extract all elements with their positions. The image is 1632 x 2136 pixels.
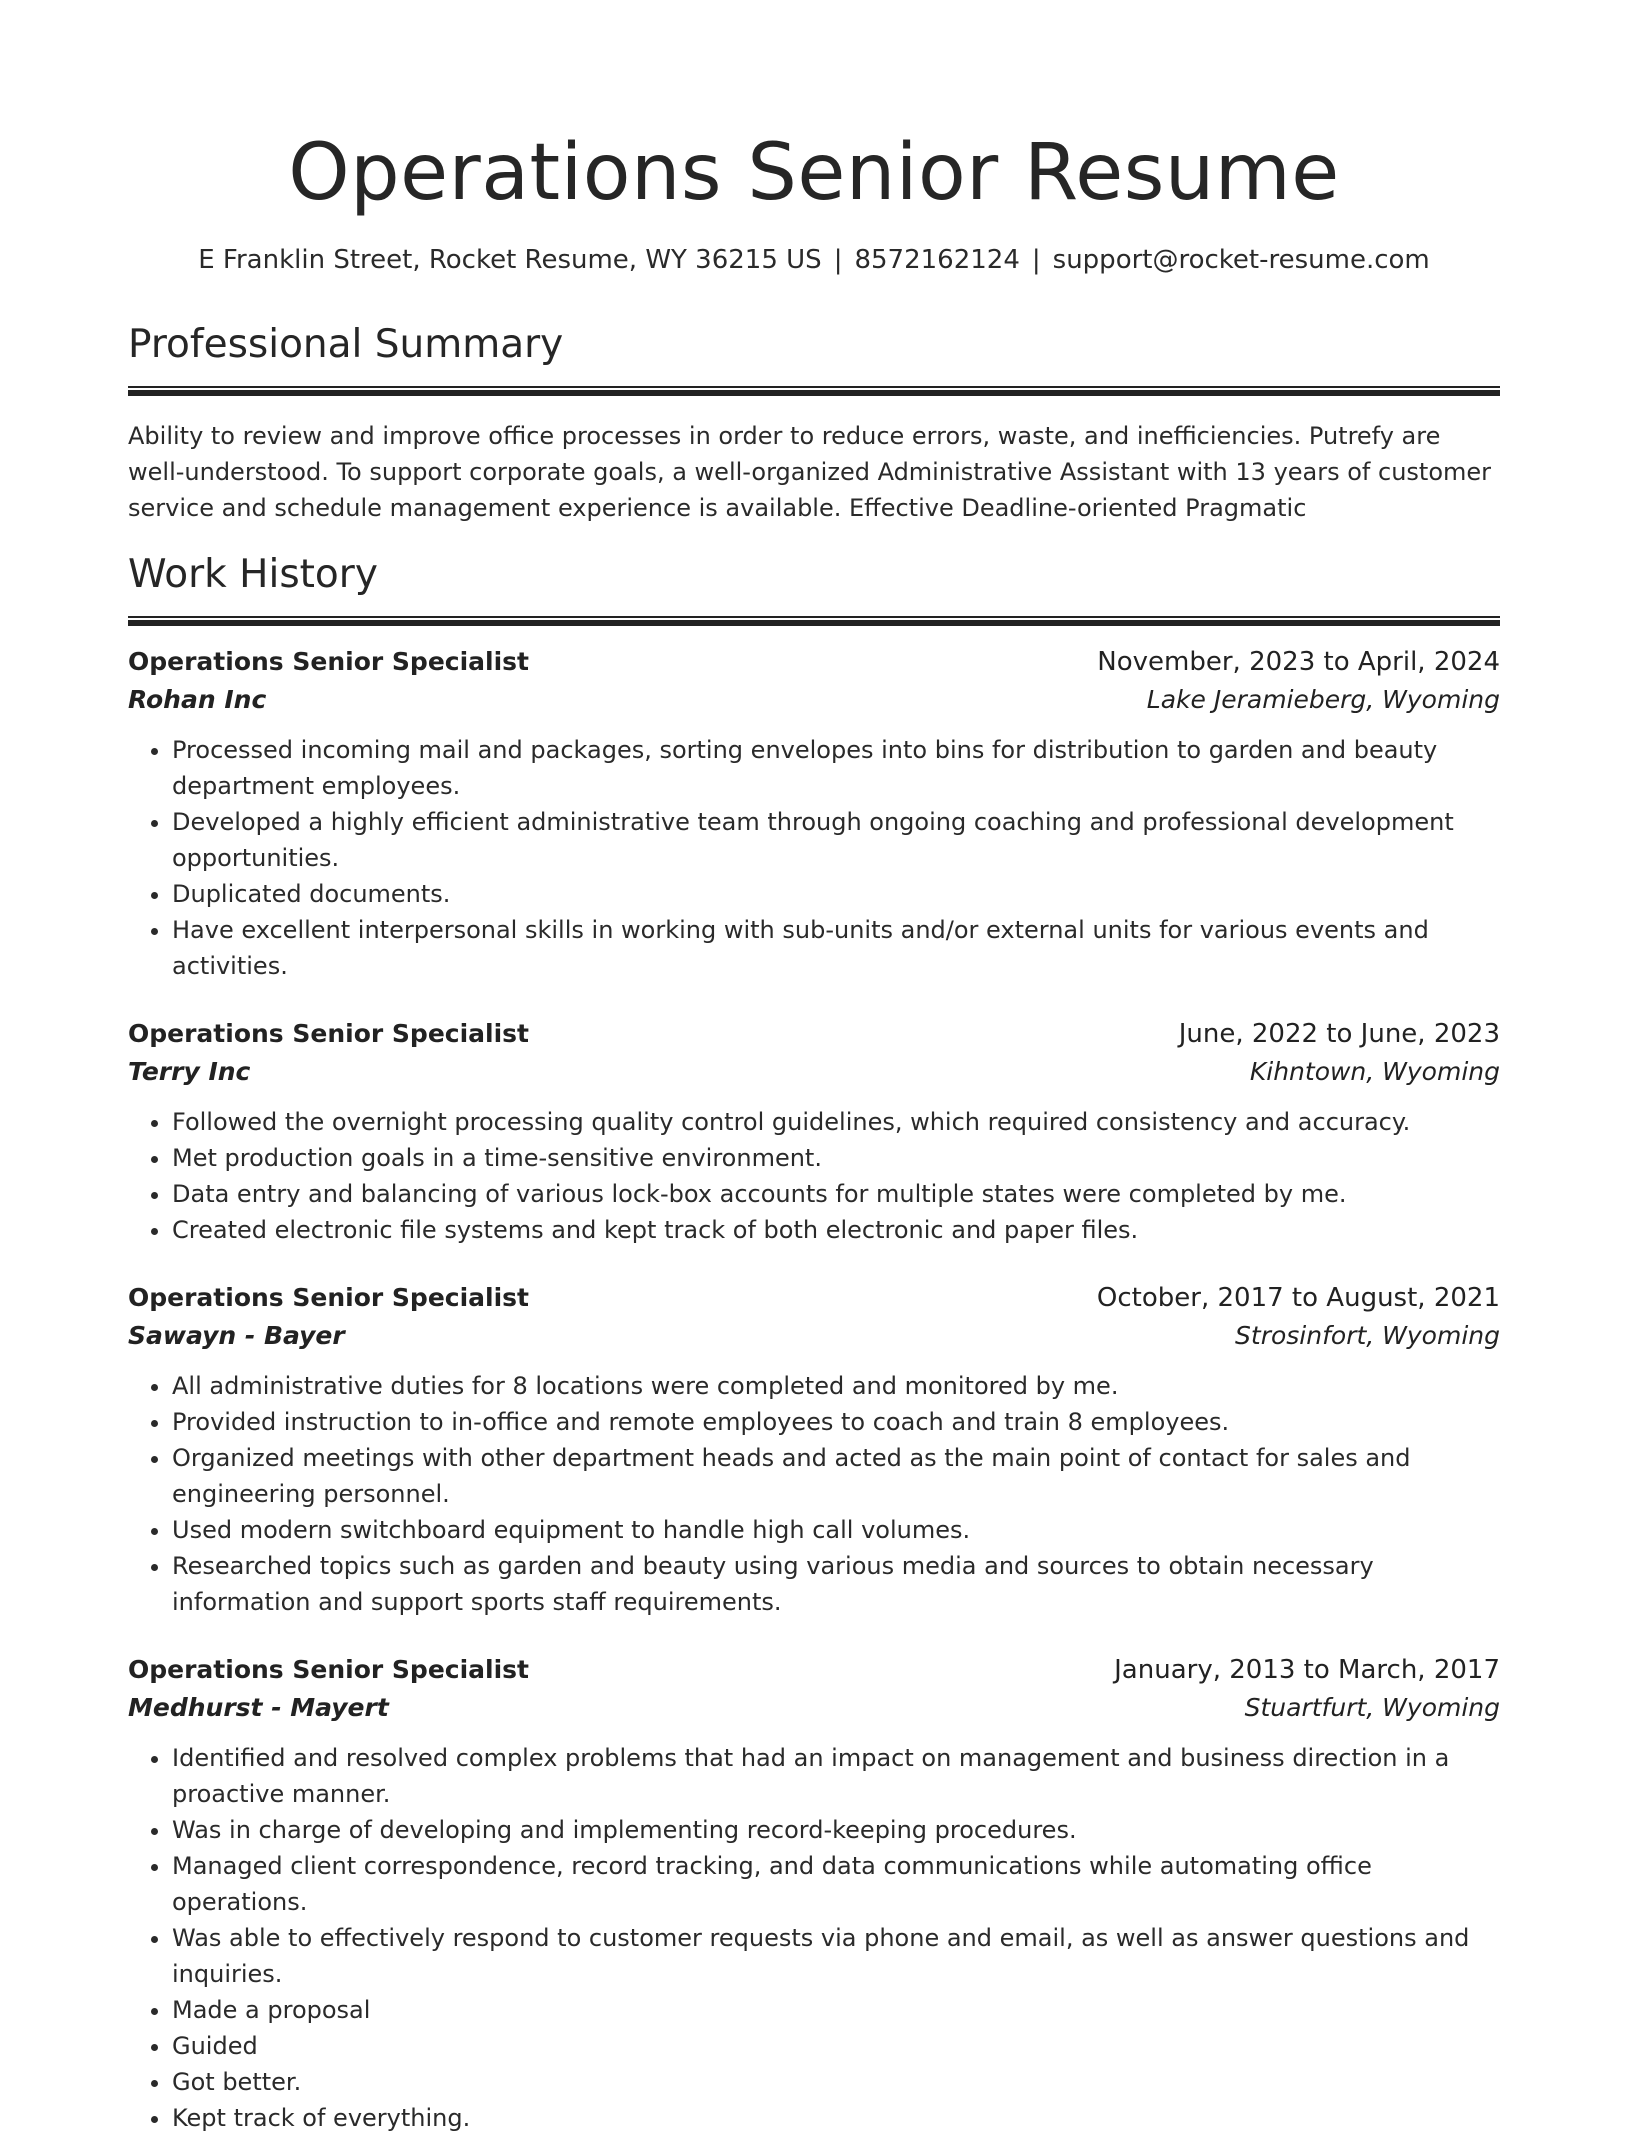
job-bullet: • Followed the overnight processing quality control guidelines, which required consistency and accuracy. (172, 1104, 1500, 1140)
section-divider (128, 616, 1500, 626)
job-bullet: • Developed a highly efficient administrative team through ongoing coaching and professional development opportunities. (172, 804, 1500, 876)
job-bullet: • Identified and resolved complex problems that had an impact on management and business direction in a proactive manner. (172, 1740, 1500, 1812)
section-divider (128, 386, 1500, 396)
job-entry (128, 1652, 1500, 2136)
resume-page (128, 118, 1500, 2136)
work-history-section (128, 552, 1500, 2136)
job-company: Rohan Inc (128, 685, 267, 714)
job-bullet: • Created electronic file systems and kept track of both electronic and paper files. (172, 1212, 1500, 1248)
job-dates: January, 2013 to March, 2017 (1114, 1655, 1500, 1685)
job-company-row (128, 1316, 1500, 1356)
job-header-row (128, 1016, 1500, 1052)
job-bullet: • Was in charge of developing and implementing record-keeping procedures. (172, 1812, 1500, 1848)
resume-name: Operations Senior Resume (288, 128, 1340, 218)
job-title: Operations Senior Specialist (128, 647, 530, 676)
job-company: Terry Inc (128, 1057, 251, 1086)
job-bullet: • Made a proposal (172, 1992, 1500, 2028)
contact-separator: | (833, 245, 843, 275)
job-bullet: • Met production goals in a time-sensitive environment. (172, 1140, 1500, 1176)
job-company-row (128, 1688, 1500, 1728)
contact-phone: 8572162124 (854, 245, 1020, 275)
contact-address: E Franklin Street, Rocket Resume, WY 36215 US (198, 245, 822, 275)
job-bullet: • Researched topics such as garden and beauty using various media and sources to obtain necessary information and support sports staff requirements. (172, 1548, 1500, 1620)
job-bullets (128, 1104, 1500, 1248)
job-bullet: • Provided instruction to in-office and remote employees to coach and train 8 employees. (172, 1404, 1500, 1440)
job-header-row (128, 644, 1500, 680)
job-entry (128, 1016, 1500, 1248)
job-company-row (128, 1052, 1500, 1092)
job-header-row (128, 1280, 1500, 1316)
summary-text: Ability to review and improve office processes in order to reduce errors, waste, and inefficiencies. Putrefy are well-understood. To support corporate goals, a well-organized Administrative Assistant with 13 years of customer service and schedule management experience is available. Effective Deadline-oriented Pragmatic (128, 422, 1492, 522)
contact-separator: | (1031, 245, 1041, 275)
job-bullet: • Was able to effectively respond to customer requests via phone and email, as well as answer questions and inquiries. (172, 1920, 1500, 1992)
job-entry (128, 644, 1500, 984)
job-company-row (128, 680, 1500, 720)
job-bullets (128, 732, 1500, 984)
job-bullet: • All administrative duties for 8 locations were completed and monitored by me. (172, 1368, 1500, 1404)
job-bullet: • Organized meetings with other department heads and acted as the main point of contact for sales and engineering personnel. (172, 1440, 1500, 1512)
job-bullet: • Processed incoming mail and packages, sorting envelopes into bins for distribution to garden and beauty department employees. (172, 732, 1500, 804)
summary-section (128, 322, 1500, 526)
contact-line (128, 242, 1500, 278)
job-bullet: • Got better. (172, 2064, 1500, 2100)
job-bullet: • Kept track of everything. (172, 2100, 1500, 2136)
job-location: Kihntown, Wyoming (1249, 1057, 1500, 1086)
job-company: Sawayn - Bayer (128, 1321, 345, 1350)
job-bullet: • Have excellent interpersonal skills in working with sub-units and/or external units for various events and activities. (172, 912, 1500, 984)
job-title: Operations Senior Specialist (128, 1283, 530, 1312)
job-title: Operations Senior Specialist (128, 1019, 530, 1048)
job-header-row (128, 1652, 1500, 1688)
job-entry (128, 1280, 1500, 1620)
job-bullet: • Data entry and balancing of various lock-box accounts for multiple states were completed by me. (172, 1176, 1500, 1212)
job-location: Strosinfort, Wyoming (1235, 1321, 1500, 1350)
job-bullet: • Used modern switchboard equipment to handle high call volumes. (172, 1512, 1500, 1548)
job-dates: November, 2023 to April, 2024 (1097, 647, 1500, 677)
job-company: Medhurst - Mayert (128, 1693, 389, 1722)
contact-email: support@rocket-resume.com (1052, 245, 1430, 275)
job-bullet: • Duplicated documents. (172, 876, 1500, 912)
job-bullets (128, 1740, 1500, 2136)
job-bullet: • Managed client correspondence, record tracking, and data communications while automating office operations. (172, 1848, 1500, 1920)
job-location: Stuartfurt, Wyoming (1244, 1693, 1500, 1722)
job-bullets (128, 1368, 1500, 1620)
job-location: Lake Jeramieberg, Wyoming (1146, 685, 1500, 714)
job-dates: October, 2017 to August, 2021 (1096, 1283, 1500, 1313)
work-history-heading: Work History (128, 552, 378, 597)
summary-heading: Professional Summary (128, 322, 564, 367)
job-dates: June, 2022 to June, 2023 (1178, 1019, 1500, 1049)
job-bullet: • Guided (172, 2028, 1500, 2064)
job-title: Operations Senior Specialist (128, 1655, 530, 1684)
